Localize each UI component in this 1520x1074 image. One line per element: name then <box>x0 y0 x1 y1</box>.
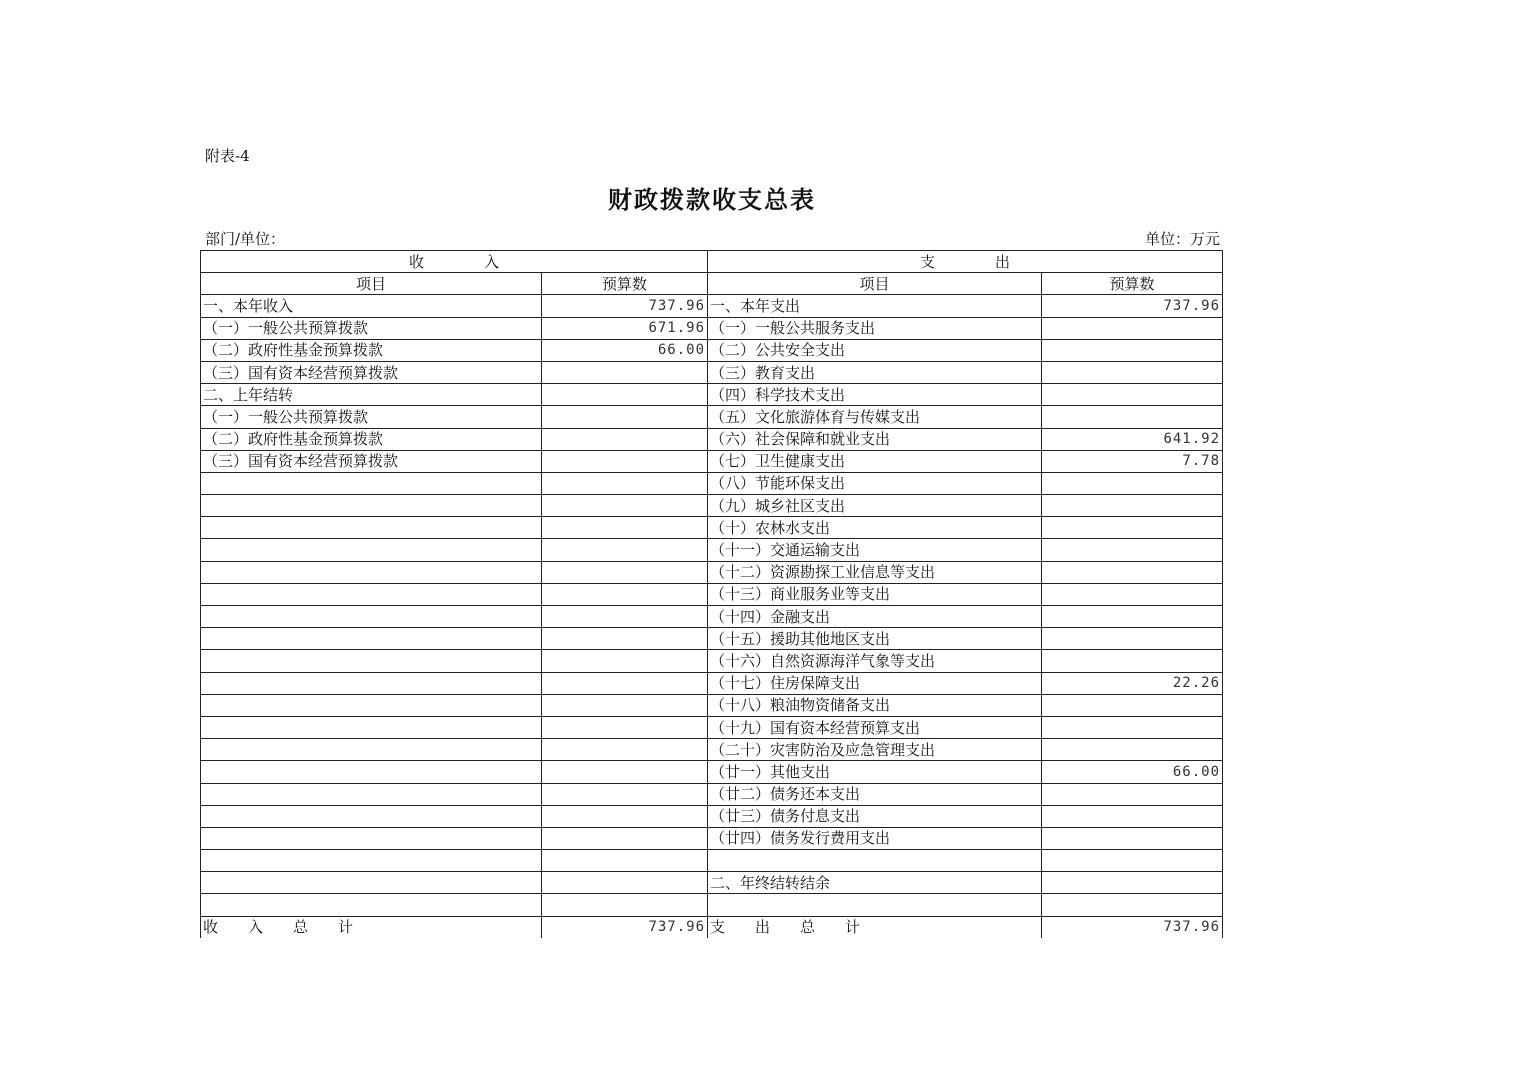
income-item-cell <box>201 628 542 650</box>
income-value-cell <box>542 761 708 783</box>
expense-item-cell: 一、本年支出 <box>708 295 1042 317</box>
income-item-cell <box>201 539 542 561</box>
income-item-cell <box>201 894 542 916</box>
table-row <box>201 539 1223 561</box>
income-value-cell <box>542 606 708 628</box>
income-budget-header: 预算数 <box>542 273 708 295</box>
table-row <box>201 805 1223 827</box>
expense-item-cell: （十一）交通运输支出 <box>708 539 1042 561</box>
expense-item-cell: （十二）资源勘探工业信息等支出 <box>708 561 1042 583</box>
department-label: 部门/单位： <box>205 230 286 248</box>
table-row <box>201 606 1223 628</box>
income-value-cell <box>542 805 708 827</box>
income-item-cell <box>201 827 542 849</box>
income-value-cell <box>542 450 708 472</box>
table-row <box>201 628 1223 650</box>
table-row <box>201 384 1223 406</box>
expense-value-cell <box>1042 872 1223 894</box>
expense-value-cell: 641.92 <box>1042 428 1223 450</box>
expense-item-cell: （十三）商业服务业等支出 <box>708 583 1042 605</box>
expense-value-cell <box>1042 628 1223 650</box>
table-row <box>201 894 1223 916</box>
expense-item-cell: （十）农林水支出 <box>708 517 1042 539</box>
income-value-cell <box>542 894 708 916</box>
income-item-cell <box>201 495 542 517</box>
income-value-cell <box>542 872 708 894</box>
expense-item-cell: （四）科学技术支出 <box>708 384 1042 406</box>
expense-group-header: 支 出 <box>708 251 1223 273</box>
table-row <box>201 761 1223 783</box>
expense-item-cell: （廿三）债务付息支出 <box>708 805 1042 827</box>
expense-item-cell: （十九）国有资本经营预算支出 <box>708 716 1042 738</box>
income-value-cell <box>542 517 708 539</box>
income-value-cell <box>542 539 708 561</box>
expense-item-cell: （三）教育支出 <box>708 361 1042 383</box>
table-row <box>201 694 1223 716</box>
income-item-cell: （三）国有资本经营预算拨款 <box>201 450 542 472</box>
expense-item-cell <box>708 894 1042 916</box>
income-item-cell <box>201 739 542 761</box>
expense-item-cell: （五）文化旅游体育与传媒支出 <box>708 406 1042 428</box>
expense-value-cell <box>1042 739 1223 761</box>
expense-value-cell <box>1042 650 1223 672</box>
expense-item-cell: （十六）自然资源海洋气象等支出 <box>708 650 1042 672</box>
table-row <box>201 672 1223 694</box>
expense-item-cell: （七）卫生健康支出 <box>708 450 1042 472</box>
income-item-cell <box>201 472 542 494</box>
income-value-cell: 66.00 <box>542 339 708 361</box>
expense-item-cell <box>708 850 1042 872</box>
expense-value-cell: 737.96 <box>1042 295 1223 317</box>
income-item-cell <box>201 672 542 694</box>
income-item-cell: （一）一般公共预算拨款 <box>201 317 542 339</box>
table-row <box>201 561 1223 583</box>
income-item-cell <box>201 583 542 605</box>
income-item-cell: 二、上年结转 <box>201 384 542 406</box>
income-item-cell <box>201 872 542 894</box>
income-item-cell <box>201 650 542 672</box>
expense-value-cell: 22.26 <box>1042 672 1223 694</box>
table-row <box>201 317 1223 339</box>
table-row <box>201 428 1223 450</box>
table-row <box>201 406 1223 428</box>
expense-item-cell: （廿一）其他支出 <box>708 761 1042 783</box>
table-row <box>201 517 1223 539</box>
income-item-cell: 一、本年收入 <box>201 295 542 317</box>
expense-item-cell: （八）节能环保支出 <box>708 472 1042 494</box>
income-value-cell <box>542 561 708 583</box>
income-item-cell <box>201 561 542 583</box>
income-value-cell <box>542 495 708 517</box>
income-item-cell: （三）国有资本经营预算拨款 <box>201 361 542 383</box>
expense-item-cell: （廿四）债务发行费用支出 <box>708 827 1042 849</box>
expense-value-cell <box>1042 361 1223 383</box>
income-item-cell <box>201 805 542 827</box>
table-row <box>201 872 1223 894</box>
income-item-cell <box>201 517 542 539</box>
table-row <box>201 450 1223 472</box>
expense-value-cell <box>1042 472 1223 494</box>
income-item-cell: （一）一般公共预算拨款 <box>201 406 542 428</box>
income-item-cell: （二）政府性基金预算拨款 <box>201 339 542 361</box>
table-row <box>201 361 1223 383</box>
income-total-label: 收 入 总 计 <box>201 916 542 938</box>
income-value-cell <box>542 583 708 605</box>
expense-value-cell <box>1042 716 1223 738</box>
table-group-header-row <box>201 251 1223 273</box>
income-value-cell <box>542 827 708 849</box>
income-item-cell <box>201 761 542 783</box>
income-value-cell <box>542 672 708 694</box>
table-row <box>201 650 1223 672</box>
income-value-cell <box>542 650 708 672</box>
income-item-cell: （二）政府性基金预算拨款 <box>201 428 542 450</box>
expense-value-cell <box>1042 783 1223 805</box>
income-group-header: 收 入 <box>201 251 708 273</box>
income-item-cell <box>201 694 542 716</box>
unit-label: 单位：万元 <box>1144 230 1220 248</box>
expense-item-cell: （一）一般公共服务支出 <box>708 317 1042 339</box>
income-value-cell: 737.96 <box>542 295 708 317</box>
expense-item-cell: （二十）灾害防治及应急管理支出 <box>708 739 1042 761</box>
table-row <box>201 583 1223 605</box>
table-row <box>201 339 1223 361</box>
expense-item-cell: （九）城乡社区支出 <box>708 495 1042 517</box>
page-title: 财政拨款收支总表 <box>608 185 816 214</box>
expense-item-cell: （十八）粮油物资储备支出 <box>708 694 1042 716</box>
table-row <box>201 472 1223 494</box>
income-value-cell <box>542 739 708 761</box>
table-column-header-row <box>201 273 1223 295</box>
expense-total-label: 支 出 总 计 <box>708 916 1042 938</box>
expense-item-cell: （二）公共安全支出 <box>708 339 1042 361</box>
expense-budget-header: 预算数 <box>1042 273 1223 295</box>
income-value-cell <box>542 428 708 450</box>
budget-summary-table <box>200 250 1223 938</box>
expense-value-cell <box>1042 805 1223 827</box>
table-row <box>201 850 1223 872</box>
expense-value-cell <box>1042 384 1223 406</box>
income-value-cell: 671.96 <box>542 317 708 339</box>
expense-value-cell <box>1042 561 1223 583</box>
income-value-cell <box>542 384 708 406</box>
expense-value-cell <box>1042 495 1223 517</box>
income-item-cell <box>201 850 542 872</box>
table-row <box>201 827 1223 849</box>
income-value-cell <box>542 694 708 716</box>
income-value-cell <box>542 361 708 383</box>
table-row <box>201 495 1223 517</box>
expense-value-cell <box>1042 583 1223 605</box>
income-value-cell <box>542 628 708 650</box>
expense-value-cell <box>1042 317 1223 339</box>
expense-item-cell: （廿二）债务还本支出 <box>708 783 1042 805</box>
totals-row <box>201 916 1223 938</box>
expense-value-cell: 7.78 <box>1042 450 1223 472</box>
expense-value-cell <box>1042 539 1223 561</box>
income-value-cell <box>542 406 708 428</box>
expense-value-cell <box>1042 606 1223 628</box>
expense-value-cell <box>1042 694 1223 716</box>
income-value-cell <box>542 783 708 805</box>
expense-value-cell <box>1042 517 1223 539</box>
expense-item-cell: （十七）住房保障支出 <box>708 672 1042 694</box>
income-value-cell <box>542 850 708 872</box>
expense-item-cell: （六）社会保障和就业支出 <box>708 428 1042 450</box>
expense-item-cell: 二、年终结转结余 <box>708 872 1042 894</box>
income-item-cell <box>201 606 542 628</box>
income-total-value: 737.96 <box>542 916 708 938</box>
expense-item-header: 项目 <box>708 273 1042 295</box>
expense-value-cell <box>1042 406 1223 428</box>
table-row <box>201 716 1223 738</box>
income-value-cell <box>542 716 708 738</box>
expense-value-cell <box>1042 894 1223 916</box>
expense-item-cell: （十五）援助其他地区支出 <box>708 628 1042 650</box>
table-row <box>201 783 1223 805</box>
income-value-cell <box>542 472 708 494</box>
attachment-label: 附表-4 <box>205 147 250 165</box>
table-row <box>201 739 1223 761</box>
table-row <box>201 295 1223 317</box>
income-item-header: 项目 <box>201 273 542 295</box>
income-item-cell <box>201 783 542 805</box>
expense-total-value: 737.96 <box>1042 916 1223 938</box>
income-item-cell <box>201 716 542 738</box>
expense-value-cell <box>1042 339 1223 361</box>
expense-value-cell <box>1042 850 1223 872</box>
expense-value-cell <box>1042 827 1223 849</box>
expense-value-cell: 66.00 <box>1042 761 1223 783</box>
expense-item-cell: （十四）金融支出 <box>708 606 1042 628</box>
